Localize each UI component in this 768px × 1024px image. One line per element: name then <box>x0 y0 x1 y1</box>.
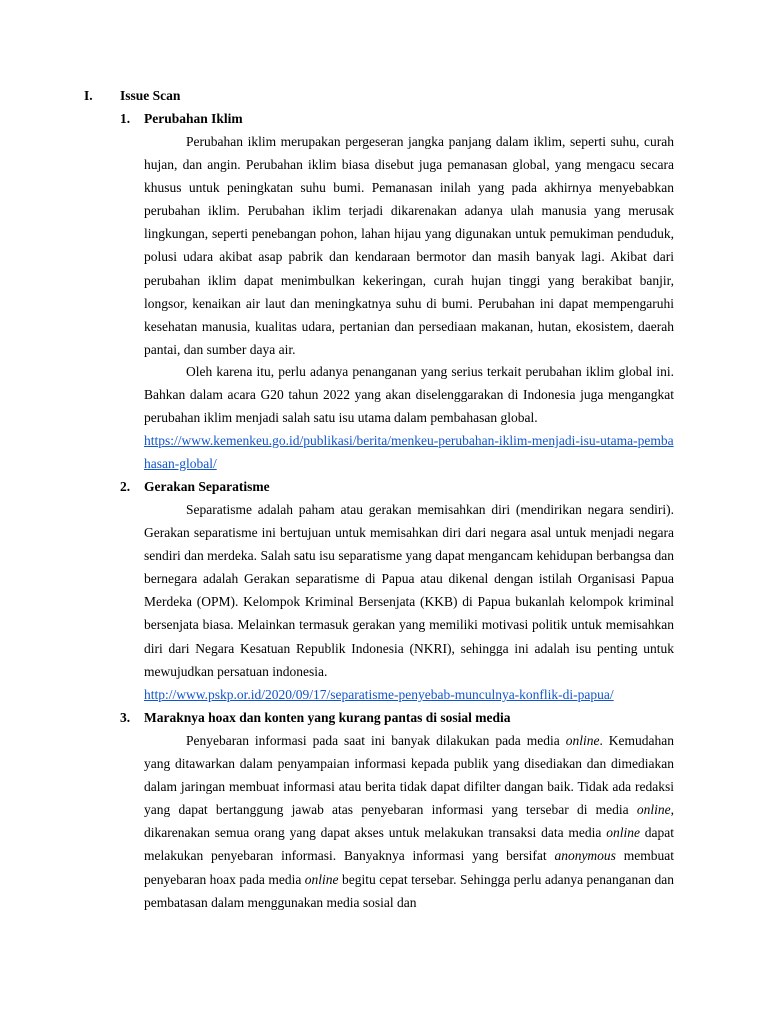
text-segment: , dikarenakan semua orang yang dapat akses untuk melakukan transaksi data media <box>144 802 674 841</box>
item-heading-perubahan-iklim <box>120 109 243 129</box>
item-heading-hoax <box>120 708 510 728</box>
item-title: Gerakan Separatisme <box>144 479 270 494</box>
italic-online: online <box>606 825 640 841</box>
reference-link-kemenkeu[interactable] <box>144 429 674 475</box>
item-number: 3. <box>120 710 131 725</box>
section-heading <box>84 86 180 106</box>
section-title: Issue Scan <box>120 88 181 103</box>
link-text[interactable]: http://www.pskp.or.id/2020/09/17/separatisme-penyebab-munculnya-konflik-di-papua/ <box>144 687 614 702</box>
item-title: Maraknya hoax dan konten yang kurang pantas di sosial media <box>144 710 511 725</box>
text-segment: Penyebaran informasi pada saat ini banyak dilakukan pada media <box>186 733 566 748</box>
link-text[interactable]: https://www.kemenkeu.go.id/publikasi/berita/menkeu-perubahan-iklim-menjadi-isu-utama-pembahasan-global/ <box>144 433 674 472</box>
paragraph-perubahan-iklim-1: Perubahan iklim merupakan pergeseran jangka panjang dalam iklim, seperti suhu, curah hujan, dan angin. Perubahan iklim biasa disebut juga pemanasan global, yang mengacu secara khusus untuk peningkatan suhu bumi. Pemanasan inilah yang pada akhirnya menyebabkan perubahan iklim. Perubahan iklim terjadi dikarenakan adanya ulah manusia yang merusak lingkungan, seperti penebangan pohon, lahan hijau yang digunakan untuk pemukiman penduduk, polusi udara akibat asap pabrik dan kendaraan bermotor dan masih banyak lagi. Akibat dari perubahan iklim dapat menimbulkan kekeringan, curah hujan tinggi yang berakibat banjir, longsor, kenaikan air laut dan meningkatnya suhu di bumi. Perubahan ini dapat mempengaruhi kesehatan manusia, kualitas udara, pertanian dan persediaan makanan, hutan, ekosistem, daerah pantai, dan sumber daya air. <box>144 134 674 357</box>
item-heading-gerakan-separatisme <box>120 477 270 497</box>
item-number: 2. <box>120 479 131 494</box>
item-number: 1. <box>120 111 131 126</box>
italic-online: online <box>636 802 671 818</box>
text-segment: . Kemudahan yang ditawarkan dalam penyampaian informasi kepada publik yang disediakan dan dimediakan dalam jaringan membuat informasi atau berita tidak dapat difilter dangan baik. Tidak ada redaksi yang dapat bertanggung jawab atas penyebaran informasi yang tersebar di media <box>144 733 674 818</box>
reference-link-pskp[interactable] <box>144 683 674 706</box>
section-number: I. <box>84 88 93 103</box>
paragraph-gerakan-separatisme: Separatisme adalah paham atau gerakan memisahkan diri (mendirikan negara sendiri). Gerakan separatisme ini bertujuan untuk memisahkan diri dari negara asal untuk menjadi negara sendiri dan merdeka. Salah satu isu separatisme yang dapat mengancam kehidupan berbangsa dan bernegara adalah Gerakan separatisme di Papua atau dikenal dengan istilah Organisasi Papua Merdeka (OPM). Kelompok Kriminal Bersenjata (KKB) di Papua bukanlah kelompok kriminal bersenjata biasa. Melainkan termasuk gerakan yang memiliki motivasi politik untuk memisahkan diri dari Negara Kesatuan Republik Indonesia (NKRI), sehingga ini adalah isu penting untuk mewujudkan persatuan indonesia. <box>144 502 674 679</box>
paragraph-perubahan-iklim-2: Oleh karena itu, perlu adanya penanganan yang serius terkait perubahan iklim global ini. Bahkan dalam acara G20 tahun 2022 yang akan diselenggarakan di Indonesia juga mengangkat perubahan iklim menjadi salah satu isu utama dalam pembahasan global. <box>144 364 674 426</box>
italic-online: online <box>565 733 600 748</box>
item-title: Perubahan Iklim <box>144 111 243 126</box>
paragraph-hoax <box>144 729 674 914</box>
text-segment: membuat penyebaran hoax pada media <box>144 848 674 887</box>
italic-online: online <box>304 871 339 887</box>
italic-anonymous: anonymous <box>554 848 616 864</box>
text-segment: dapat melakukan penyebaran informasi. Banyaknya informasi yang bersifat <box>144 825 674 864</box>
text-segment: begitu cepat tersebar. Sehingga perlu adanya penanganan dan pembatasan dalam menggunakan media sosial dan <box>144 871 674 910</box>
